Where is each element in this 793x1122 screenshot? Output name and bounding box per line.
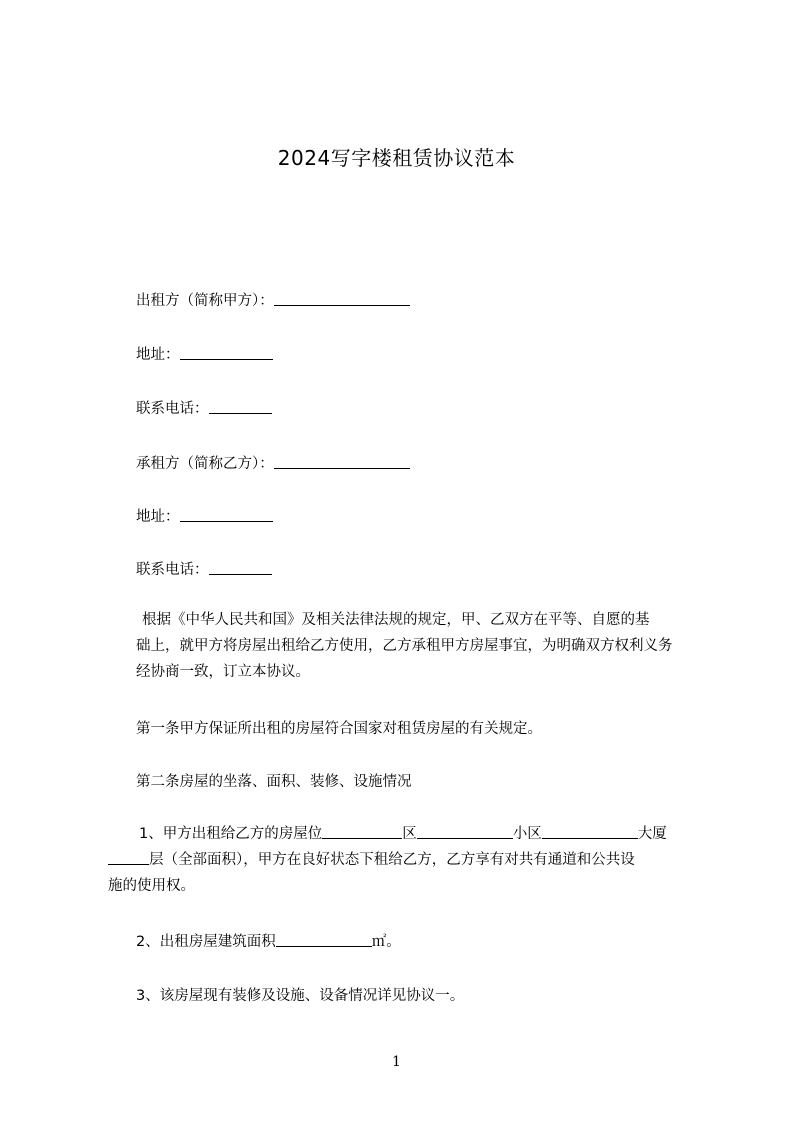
lessor-phone-blank[interactable] — [209, 399, 272, 414]
lessee-phone-blank[interactable] — [209, 560, 272, 575]
district-blank[interactable] — [322, 824, 402, 839]
lessor-address-blank[interactable] — [180, 345, 273, 360]
building-blank[interactable] — [542, 824, 638, 839]
item-2-label: 2、出租房屋建筑面积 — [136, 934, 276, 950]
item-1-location-label: 1、甲方出租给乙方的房屋位 — [139, 826, 323, 842]
page-number: 1 — [392, 1054, 401, 1070]
preamble-line-1: 根据《中华人民共和国》及相关法律法规的规定，甲、乙双方在平等、自愿的基 — [142, 612, 650, 628]
lessor-address-label: 地址： — [136, 347, 180, 363]
preamble-line-2: 础上，就甲方将房屋出租给乙方使用，乙方承租甲方房屋事宜，为明确双方权利义务 — [136, 638, 673, 654]
lessee-address-blank[interactable] — [180, 507, 273, 522]
article-1: 第一条甲方保证所出租的房屋符合国家对租赁房屋的有关规定。 — [136, 721, 542, 737]
lessor-phone-label: 联系电话： — [136, 401, 209, 417]
lessor-name-line — [136, 288, 410, 314]
district-label: 区 — [402, 826, 417, 842]
lessee-name-label: 承租方（简称乙方）： — [136, 456, 274, 472]
lessee-phone-line — [136, 557, 272, 583]
community-blank[interactable] — [417, 824, 513, 839]
lessee-address-label: 地址： — [136, 509, 180, 525]
lessee-name-line — [136, 451, 410, 477]
preamble-line-3: 经协商一致，订立本协议。 — [136, 664, 310, 680]
lessee-phone-label: 联系电话： — [136, 562, 209, 578]
lessor-phone-line — [136, 396, 272, 422]
preamble-paragraph — [136, 607, 716, 685]
area-blank[interactable] — [276, 932, 372, 947]
community-label: 小区 — [512, 826, 542, 842]
floor-blank[interactable] — [108, 850, 149, 865]
item-1-line-2 — [108, 847, 718, 873]
article-2-heading: 第二条房屋的坐落、面积、装修、设施情况 — [136, 774, 412, 790]
article-2-item-2 — [136, 929, 401, 955]
lessor-name-blank[interactable] — [274, 291, 410, 306]
area-unit: ㎡。 — [371, 934, 401, 950]
lessee-name-blank[interactable] — [274, 454, 410, 469]
item-1-line-3: 施的使用权。 — [108, 878, 195, 894]
lessor-address-line — [136, 342, 273, 368]
article-2-item-3: 3、该房屋现有装修及设施、设备情况详见协议一。 — [136, 988, 465, 1004]
article-2-item-1 — [108, 821, 718, 899]
lessor-name-label: 出租方（简称甲方）： — [136, 293, 274, 309]
floor-text: 层（全部面积），甲方在良好状态下租给乙方，乙方享有对共有通道和公共设 — [149, 852, 635, 868]
document-title: 2024写字楼租赁协议范本 — [277, 146, 516, 170]
lessee-address-line — [136, 504, 273, 530]
building-label: 大厦 — [637, 826, 667, 842]
item-1-line-1 — [108, 821, 718, 847]
